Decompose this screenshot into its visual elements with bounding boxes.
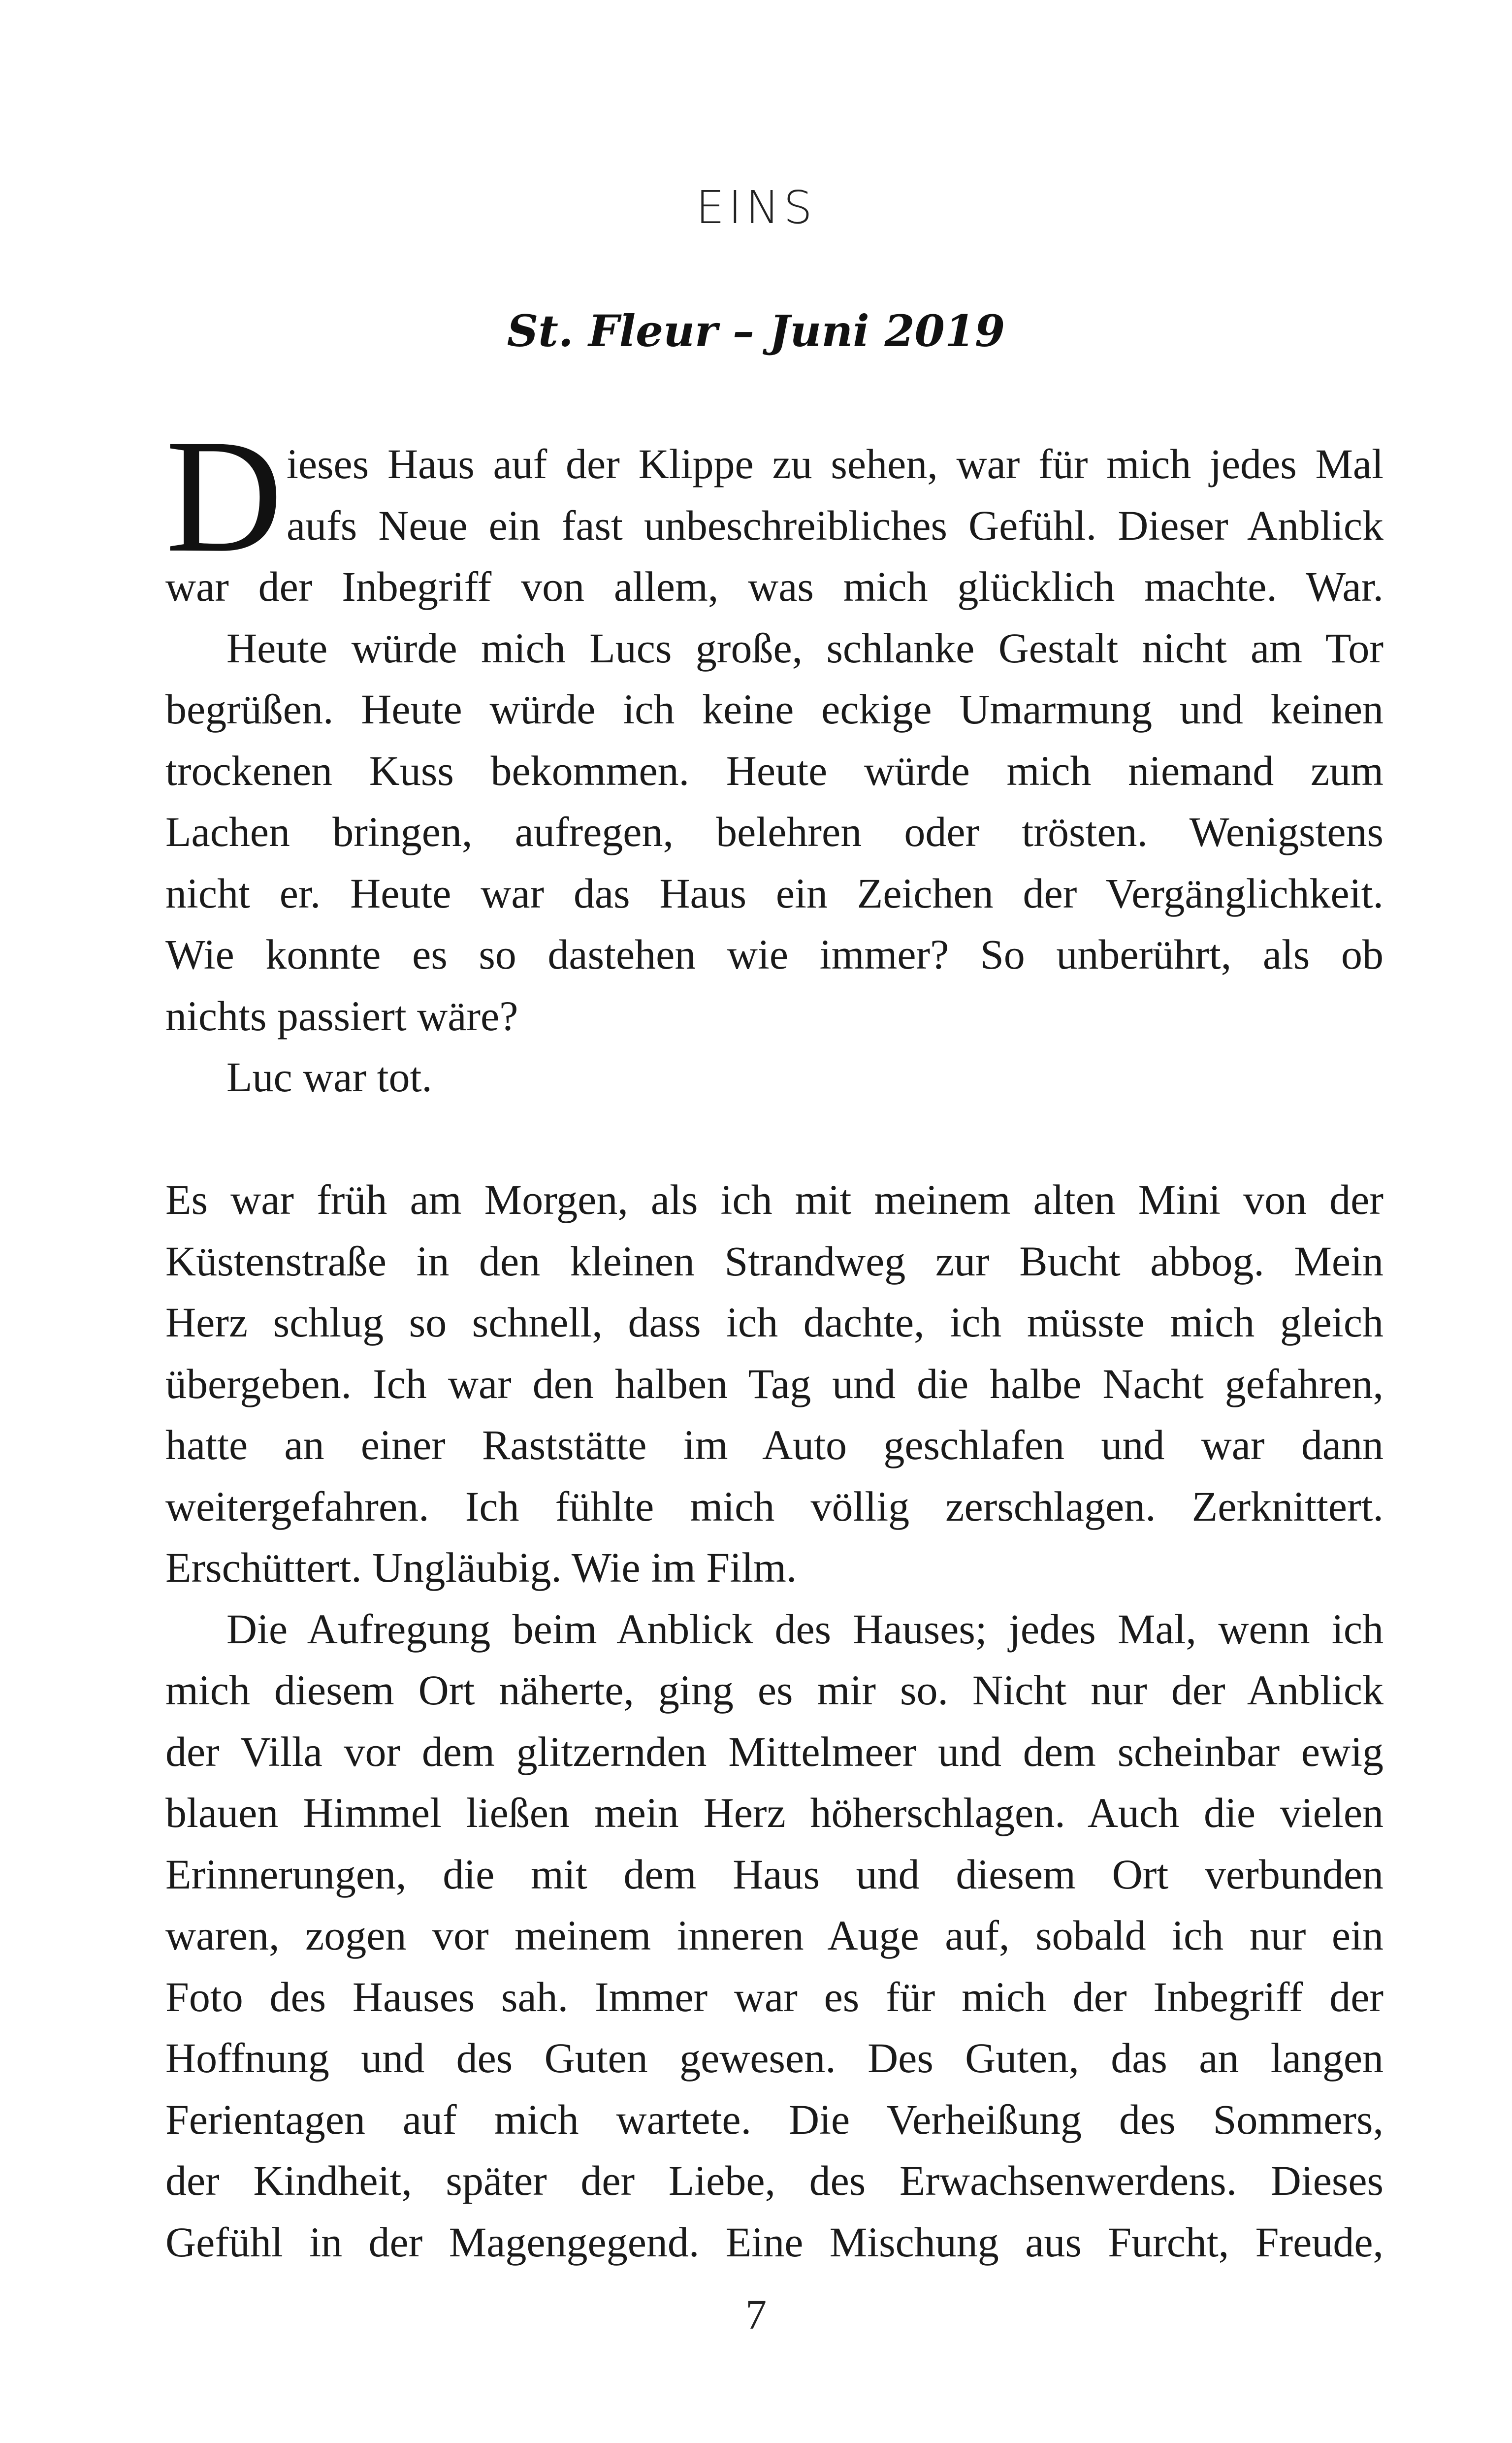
chapter-subtitle: St. Fleur – Juni 2019 [507, 305, 1005, 357]
text-line: Küstenstraße in den kleinen Strandweg zur Bucht abbog. Mein [165, 1237, 1383, 1285]
text-line: Gefühl in der Magengegend. Eine Mischung aus Furcht, Freude, [165, 2218, 1383, 2266]
first-paragraph [165, 406, 1383, 618]
text-line: Es war früh am Morgen, als ich mit meinem alten Mini von der [165, 1176, 1383, 1223]
text-line: hatte an einer Raststätte im Auto geschlafen und war dann [165, 1421, 1383, 1468]
section-break [165, 1108, 1383, 1170]
text-line: blauen Himmel ließen mein Herz höherschlagen. Auch die vielen [165, 1789, 1383, 1836]
text-line: waren, zogen vor meinem inneren Auge auf, sobald ich nur ein [165, 1912, 1383, 1959]
text-line: Erschüttert. Ungläubig. Wie im Film. [165, 1544, 797, 1591]
text-line: begrüßen. Heute würde ich keine eckige Umarmung und keinen [165, 685, 1383, 733]
text-line: nichts passiert wäre? [165, 992, 518, 1040]
body-text [165, 406, 1383, 2273]
text-line: Herz schlug so schnell, dass ich dachte, ich müsste mich gleich [165, 1299, 1383, 1346]
text-line: Die Aufregung beim Anblick des Hauses; jedes Mal, wenn ich [226, 1605, 1383, 1653]
text-line: Erinnerungen, die mit dem Haus und diesem Ort verbunden [165, 1850, 1383, 1898]
text-line: ieses Haus auf der Klippe zu sehen, war für mich jedes Mal [287, 440, 1383, 488]
text-line: mich diesem Ort näherte, ging es mir so. Nicht nur der Anblick [165, 1666, 1383, 1714]
text-line: war der Inbegriff von allem, was mich glücklich machte. War. [165, 563, 1383, 610]
text-line: aufs Neue ein fast unbeschreibliches Gefühl. Dieser Anblick [287, 501, 1383, 549]
text-line: der Kindheit, später der Liebe, des Erwachsenwerdens. Dieses [165, 2157, 1383, 2204]
drop-cap: D [165, 406, 283, 586]
text-line: nicht er. Heute war das Haus ein Zeichen der Vergänglichkeit. [165, 869, 1383, 917]
chapter-title: EINS [696, 181, 816, 234]
text-line: der Villa vor dem glitzernden Mittelmeer und dem scheinbar ewig [165, 1727, 1383, 1775]
text-line: Wie konnte es so dastehen wie immer? So unberührt, als ob [165, 931, 1383, 978]
text-line: Lachen bringen, aufregen, belehren oder trösten. Wenigstens [165, 808, 1383, 855]
page-number: 7 [745, 2291, 767, 2338]
text-line: trockenen Kuss bekommen. Heute würde mich niemand zum [165, 747, 1383, 794]
text-line: Luc war tot. [226, 1053, 432, 1101]
text-line: Hoffnung und des Guten gewesen. Des Guten, das an langen [165, 2034, 1383, 2082]
text-line: Foto des Hauses sah. Immer war es für mich der Inbegriff der [165, 1973, 1383, 2020]
text-line: übergeben. Ich war den halben Tag und die halbe Nacht gefahren, [165, 1360, 1383, 1407]
text-line: Ferientagen auf mich wartete. Die Verheißung des Sommers, [165, 2095, 1383, 2143]
text-line: weitergefahren. Ich fühlte mich völlig zerschlagen. Zerknittert. [165, 1482, 1383, 1530]
text-line: Heute würde mich Lucs große, schlanke Gestalt nicht am Tor [226, 624, 1383, 672]
